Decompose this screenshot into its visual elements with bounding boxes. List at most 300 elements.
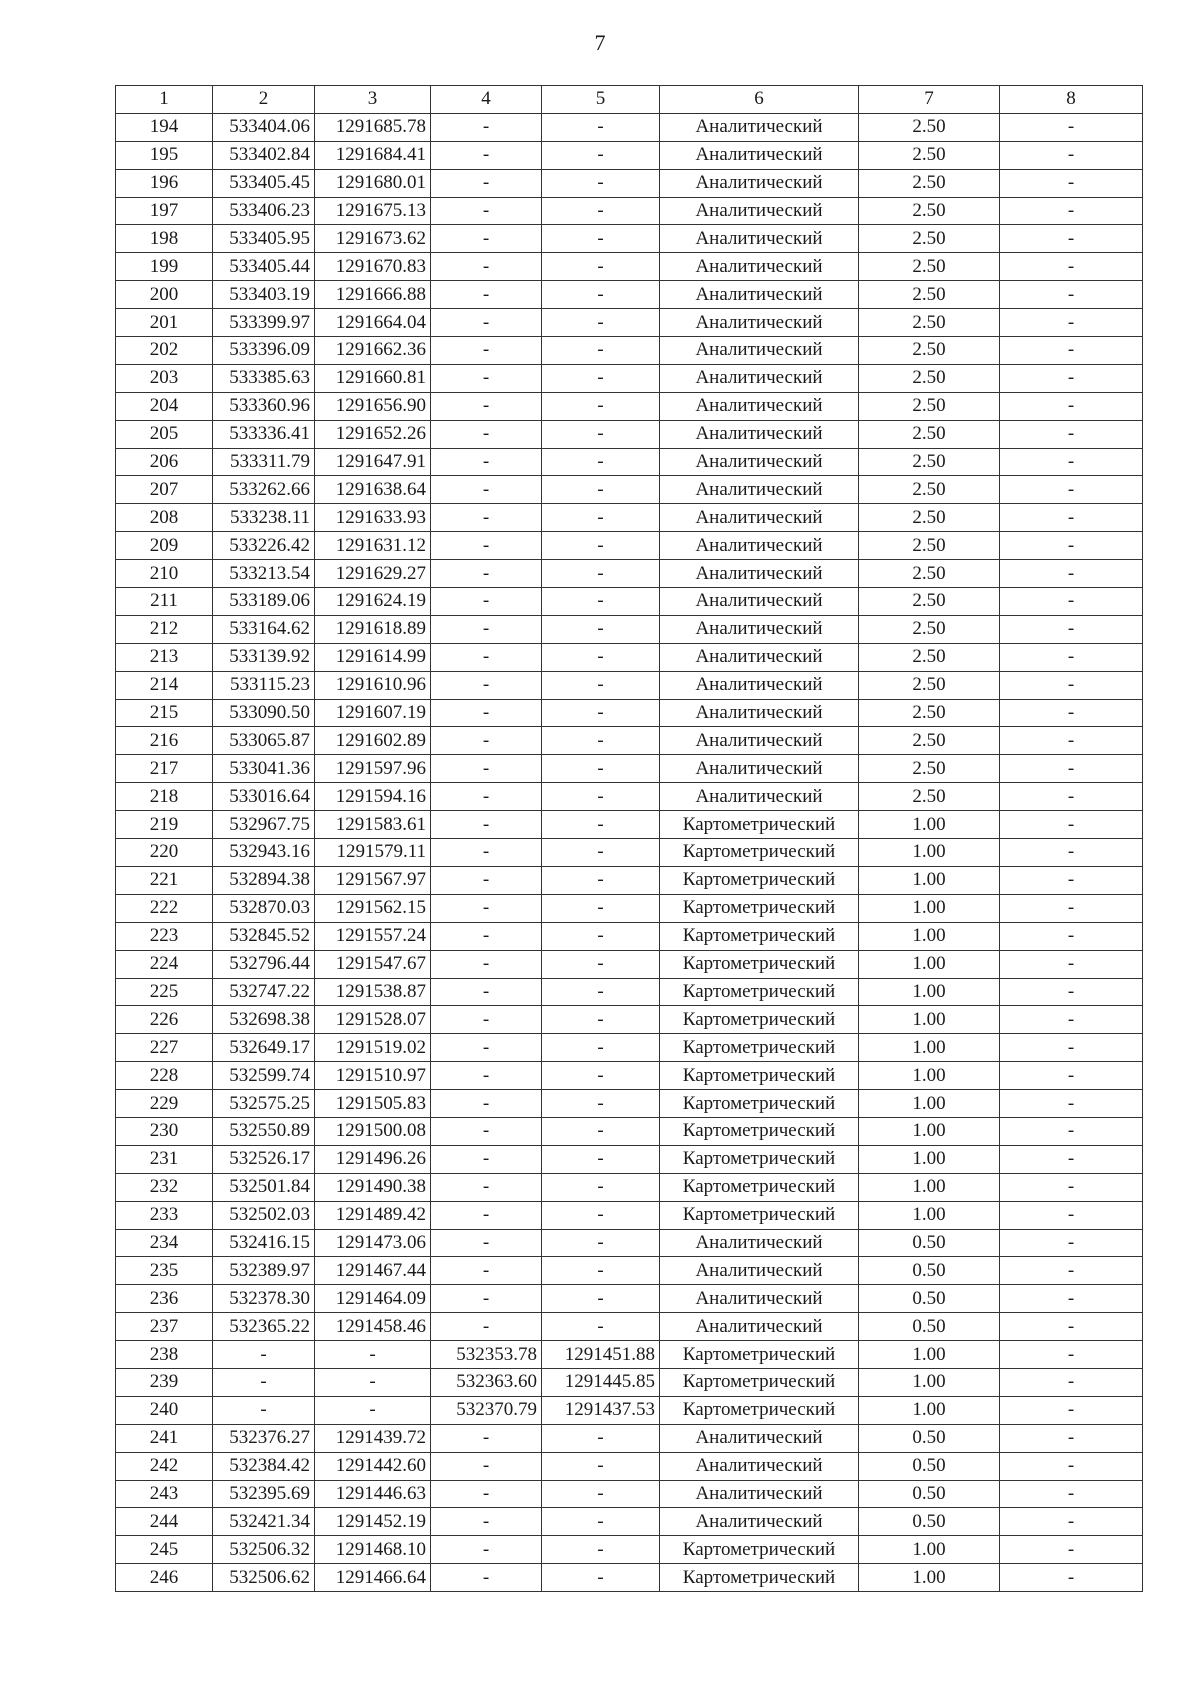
page-number: 7 <box>594 30 606 55</box>
table-cell: 1291618.89 <box>315 615 431 643</box>
table-row <box>116 1229 1143 1257</box>
table-cell: 1.00 <box>859 866 1000 894</box>
table-cell: - <box>431 1536 542 1564</box>
table-row <box>116 392 1143 420</box>
table-cell: 237 <box>116 1313 213 1341</box>
table-cell: - <box>1000 866 1143 894</box>
table-cell: 1.00 <box>859 1564 1000 1592</box>
table-cell: 234 <box>116 1229 213 1257</box>
table-cell: - <box>1000 504 1143 532</box>
table-cell: Аналитический <box>660 1257 859 1285</box>
table-cell: - <box>431 337 542 365</box>
table-cell: Аналитический <box>660 141 859 169</box>
table-cell: 2.50 <box>859 699 1000 727</box>
table-cell: 1291538.87 <box>315 978 431 1006</box>
table-cell: - <box>1000 113 1143 141</box>
table-cell: 1291547.67 <box>315 950 431 978</box>
table-cell: 1.00 <box>859 1006 1000 1034</box>
table-cell: 1291490.38 <box>315 1173 431 1201</box>
table-cell: Картометрический <box>660 1536 859 1564</box>
table-cell: - <box>213 1341 315 1369</box>
table-cell: Картометрический <box>660 866 859 894</box>
table-cell: - <box>1000 476 1143 504</box>
table-cell: 2.50 <box>859 476 1000 504</box>
table-cell: 240 <box>116 1396 213 1424</box>
table-cell: 2.50 <box>859 671 1000 699</box>
table-cell: - <box>431 253 542 281</box>
table-cell: 2.50 <box>859 253 1000 281</box>
table-row <box>116 1006 1143 1034</box>
table-cell: Аналитический <box>660 420 859 448</box>
table-row <box>116 1480 1143 1508</box>
table-cell: - <box>1000 950 1143 978</box>
table-cell: - <box>1000 560 1143 588</box>
table-cell: 213 <box>116 643 213 671</box>
table-cell: - <box>1000 1536 1143 1564</box>
table-cell: 201 <box>116 309 213 337</box>
table-cell: 1291638.64 <box>315 476 431 504</box>
table-cell: - <box>431 1034 542 1062</box>
table-cell: - <box>1000 922 1143 950</box>
table-cell: 533238.11 <box>213 504 315 532</box>
table-cell: Картометрический <box>660 978 859 1006</box>
table-cell: 0.50 <box>859 1452 1000 1480</box>
table-cell: 2.50 <box>859 504 1000 532</box>
table-cell: 1.00 <box>859 978 1000 1006</box>
table-cell: 211 <box>116 588 213 616</box>
table-cell: - <box>431 1257 542 1285</box>
table-row <box>116 1313 1143 1341</box>
table-cell: - <box>431 1090 542 1118</box>
table-cell: - <box>1000 532 1143 560</box>
table-row <box>116 811 1143 839</box>
table-cell: - <box>431 1452 542 1480</box>
table-cell: Аналитический <box>660 1229 859 1257</box>
table-cell: - <box>431 1564 542 1592</box>
table-cell: 209 <box>116 532 213 560</box>
table-cell: Аналитический <box>660 1313 859 1341</box>
table-row <box>116 476 1143 504</box>
table-cell: - <box>542 504 660 532</box>
table-cell: 533016.64 <box>213 783 315 811</box>
table-cell: Аналитический <box>660 727 859 755</box>
table-cell: Аналитический <box>660 755 859 783</box>
table-cell: 244 <box>116 1508 213 1536</box>
table-cell: Аналитический <box>660 476 859 504</box>
table-cell: 1291680.01 <box>315 169 431 197</box>
table-cell: - <box>431 1508 542 1536</box>
table-cell: - <box>1000 643 1143 671</box>
table-cell: 1291458.46 <box>315 1313 431 1341</box>
table-cell: - <box>542 755 660 783</box>
table-cell: - <box>431 950 542 978</box>
table-cell: 2.50 <box>859 588 1000 616</box>
table-cell: 1.00 <box>859 1090 1000 1118</box>
table-cell: Аналитический <box>660 448 859 476</box>
table-cell: 2.50 <box>859 783 1000 811</box>
table-cell: 238 <box>116 1341 213 1369</box>
table-cell: 532845.52 <box>213 922 315 950</box>
table-cell: 533115.23 <box>213 671 315 699</box>
table-cell: 533164.62 <box>213 615 315 643</box>
column-header: 2 <box>213 86 315 114</box>
table-cell: 1.00 <box>859 1117 1000 1145</box>
table-cell: - <box>431 1313 542 1341</box>
table-cell: 1291445.85 <box>542 1368 660 1396</box>
table-cell: - <box>315 1396 431 1424</box>
column-header: 4 <box>431 86 542 114</box>
table-row <box>116 1285 1143 1313</box>
table-cell: - <box>542 1480 660 1508</box>
table-cell: Аналитический <box>660 364 859 392</box>
table-cell: - <box>1000 1508 1143 1536</box>
table-cell: - <box>1000 1452 1143 1480</box>
table-cell: - <box>1000 448 1143 476</box>
table-cell: 214 <box>116 671 213 699</box>
table-row <box>116 197 1143 225</box>
table-cell: 203 <box>116 364 213 392</box>
table-cell: - <box>1000 253 1143 281</box>
table-cell: 1291675.13 <box>315 197 431 225</box>
table-cell: 533406.23 <box>213 197 315 225</box>
table-cell: Аналитический <box>660 615 859 643</box>
table-cell: - <box>431 420 542 448</box>
table-cell: Аналитический <box>660 504 859 532</box>
table-cell: - <box>542 225 660 253</box>
table-cell: Картометрический <box>660 950 859 978</box>
table-cell: - <box>1000 783 1143 811</box>
table-cell: 1.00 <box>859 922 1000 950</box>
table-cell: - <box>431 1173 542 1201</box>
table-row <box>116 950 1143 978</box>
table-cell: 533360.96 <box>213 392 315 420</box>
table-cell: - <box>431 1062 542 1090</box>
table-row <box>116 1062 1143 1090</box>
table-cell: 0.50 <box>859 1508 1000 1536</box>
table-cell: 1.00 <box>859 1145 1000 1173</box>
table-cell: 533213.54 <box>213 560 315 588</box>
table-row <box>116 1257 1143 1285</box>
table-cell: - <box>431 1424 542 1452</box>
table-cell: 1291594.16 <box>315 783 431 811</box>
table-cell: 1291567.97 <box>315 866 431 894</box>
table-row <box>116 1090 1143 1118</box>
table-cell: - <box>542 560 660 588</box>
table-cell: 532747.22 <box>213 978 315 1006</box>
table-cell: 2.50 <box>859 281 1000 309</box>
table-cell: - <box>1000 1285 1143 1313</box>
table-cell: 229 <box>116 1090 213 1118</box>
table-cell: - <box>1000 1564 1143 1592</box>
table-cell: - <box>315 1341 431 1369</box>
table-cell: - <box>542 476 660 504</box>
table-cell: - <box>431 588 542 616</box>
table-cell: 224 <box>116 950 213 978</box>
table-cell: - <box>1000 1229 1143 1257</box>
table-cell: - <box>431 392 542 420</box>
table-cell: 1291496.26 <box>315 1145 431 1173</box>
table-cell: - <box>1000 281 1143 309</box>
table-cell: Аналитический <box>660 588 859 616</box>
table-cell: 533402.84 <box>213 141 315 169</box>
coordinates-table <box>115 85 1143 1592</box>
table-cell: 532416.15 <box>213 1229 315 1257</box>
table-cell: - <box>1000 392 1143 420</box>
header-row <box>116 86 1143 114</box>
table-cell: 533336.41 <box>213 420 315 448</box>
table-row <box>116 1201 1143 1229</box>
table-cell: 1.00 <box>859 1201 1000 1229</box>
table-cell: Картометрический <box>660 1145 859 1173</box>
table-cell: 1291489.42 <box>315 1201 431 1229</box>
table-cell: Картометрический <box>660 1006 859 1034</box>
table-cell: 0.50 <box>859 1257 1000 1285</box>
table-cell: 1.00 <box>859 1368 1000 1396</box>
table-cell: 2.50 <box>859 309 1000 337</box>
table-cell: 1291473.06 <box>315 1229 431 1257</box>
table-cell: Аналитический <box>660 1508 859 1536</box>
table-cell: 1291452.19 <box>315 1508 431 1536</box>
table-cell: Картометрический <box>660 1117 859 1145</box>
table-row <box>116 588 1143 616</box>
table-cell: - <box>431 141 542 169</box>
table-cell: - <box>431 448 542 476</box>
table-cell: - <box>1000 1145 1143 1173</box>
table-cell: 216 <box>116 727 213 755</box>
table-cell: - <box>431 1229 542 1257</box>
table-cell: 1291631.12 <box>315 532 431 560</box>
table-cell: - <box>1000 1480 1143 1508</box>
table-cell: - <box>431 671 542 699</box>
table-cell: 2.50 <box>859 643 1000 671</box>
table-cell: Картометрический <box>660 1062 859 1090</box>
table-cell: - <box>542 839 660 867</box>
table-cell: 533262.66 <box>213 476 315 504</box>
table-cell: 1291607.19 <box>315 699 431 727</box>
table-cell: - <box>542 1424 660 1452</box>
table-row <box>116 978 1143 1006</box>
table-cell: - <box>431 364 542 392</box>
table-cell: 196 <box>116 169 213 197</box>
table-cell: 1.00 <box>859 1173 1000 1201</box>
table-cell: 208 <box>116 504 213 532</box>
table-cell: 195 <box>116 141 213 169</box>
table-cell: - <box>542 1564 660 1592</box>
table-cell: - <box>542 532 660 560</box>
table-cell: 206 <box>116 448 213 476</box>
table-row <box>116 113 1143 141</box>
table-cell: 1291562.15 <box>315 894 431 922</box>
table-cell: 532506.32 <box>213 1536 315 1564</box>
table-row <box>116 699 1143 727</box>
table-row <box>116 1341 1143 1369</box>
table-cell: - <box>431 866 542 894</box>
table-cell: 1291633.93 <box>315 504 431 532</box>
table-cell: 2.50 <box>859 615 1000 643</box>
table-cell: - <box>1000 811 1143 839</box>
table-cell: Аналитический <box>660 392 859 420</box>
table-cell: 533405.44 <box>213 253 315 281</box>
table-cell: Аналитический <box>660 113 859 141</box>
table-cell: 532370.79 <box>431 1396 542 1424</box>
table-cell: 532526.17 <box>213 1145 315 1173</box>
table-row <box>116 783 1143 811</box>
table-cell: 0.50 <box>859 1229 1000 1257</box>
table-cell: 1291685.78 <box>315 113 431 141</box>
table-row <box>116 225 1143 253</box>
table-cell: - <box>431 281 542 309</box>
table-cell: - <box>542 699 660 727</box>
table-cell: 1291579.11 <box>315 839 431 867</box>
table-cell: Картометрический <box>660 1564 859 1592</box>
table-cell: 1291662.36 <box>315 337 431 365</box>
table-cell: 1291652.26 <box>315 420 431 448</box>
table-cell: 245 <box>116 1536 213 1564</box>
table-cell: - <box>1000 225 1143 253</box>
table-cell: - <box>213 1368 315 1396</box>
table-cell: 532870.03 <box>213 894 315 922</box>
table-cell: 1291439.72 <box>315 1424 431 1452</box>
table-cell: - <box>431 755 542 783</box>
table-cell: Аналитический <box>660 783 859 811</box>
table-cell: 1291614.99 <box>315 643 431 671</box>
table-cell: - <box>431 811 542 839</box>
table-cell: 0.50 <box>859 1424 1000 1452</box>
table-cell: Аналитический <box>660 532 859 560</box>
table-cell: - <box>1000 420 1143 448</box>
table-cell: Картометрический <box>660 1368 859 1396</box>
table-cell: 204 <box>116 392 213 420</box>
table-cell: 533403.19 <box>213 281 315 309</box>
table-cell: - <box>1000 141 1143 169</box>
table-cell: - <box>542 922 660 950</box>
table-cell: 225 <box>116 978 213 1006</box>
table-cell: 533065.87 <box>213 727 315 755</box>
table-cell: 532502.03 <box>213 1201 315 1229</box>
table-cell: 2.50 <box>859 225 1000 253</box>
table-cell: 1291467.44 <box>315 1257 431 1285</box>
table-cell: - <box>431 978 542 1006</box>
table-cell: 533405.95 <box>213 225 315 253</box>
table-cell: - <box>542 1229 660 1257</box>
table-cell: 532649.17 <box>213 1034 315 1062</box>
table-cell: 1291647.91 <box>315 448 431 476</box>
table-cell: - <box>1000 197 1143 225</box>
table-cell: 198 <box>116 225 213 253</box>
table-cell: 533041.36 <box>213 755 315 783</box>
table-cell: 2.50 <box>859 392 1000 420</box>
table-cell: - <box>542 281 660 309</box>
table-cell: 1.00 <box>859 811 1000 839</box>
table-cell: Аналитический <box>660 1480 859 1508</box>
table-cell: - <box>431 113 542 141</box>
table-cell: - <box>542 978 660 1006</box>
table-cell: - <box>431 922 542 950</box>
table-cell: 1.00 <box>859 839 1000 867</box>
table-cell: Картометрический <box>660 811 859 839</box>
table-cell: Картометрический <box>660 839 859 867</box>
table-row <box>116 643 1143 671</box>
table-cell: - <box>542 197 660 225</box>
table-cell: 532395.69 <box>213 1480 315 1508</box>
table-cell: 239 <box>116 1368 213 1396</box>
table-cell: 246 <box>116 1564 213 1592</box>
table-cell: - <box>431 225 542 253</box>
table-cell: - <box>1000 1396 1143 1424</box>
table-cell: 217 <box>116 755 213 783</box>
table-cell: 2.50 <box>859 755 1000 783</box>
table-cell: 1.00 <box>859 1396 1000 1424</box>
table-cell: - <box>1000 1090 1143 1118</box>
table-cell: 532698.38 <box>213 1006 315 1034</box>
table-cell: 228 <box>116 1062 213 1090</box>
table-row <box>116 337 1143 365</box>
table-row <box>116 839 1143 867</box>
table-row <box>116 532 1143 560</box>
table-cell: - <box>1000 1201 1143 1229</box>
table-cell: - <box>1000 894 1143 922</box>
table-row <box>116 504 1143 532</box>
table-cell: 532943.16 <box>213 839 315 867</box>
table-cell: 236 <box>116 1285 213 1313</box>
table-cell: - <box>431 309 542 337</box>
table-cell: - <box>1000 1368 1143 1396</box>
table-cell: - <box>431 532 542 560</box>
table-cell: - <box>431 476 542 504</box>
table-row <box>116 755 1143 783</box>
table-cell: 2.50 <box>859 364 1000 392</box>
table-cell: 533404.06 <box>213 113 315 141</box>
column-header: 3 <box>315 86 431 114</box>
table-cell: 215 <box>116 699 213 727</box>
table-cell: 1291442.60 <box>315 1452 431 1480</box>
table-row <box>116 922 1143 950</box>
table-cell: 235 <box>116 1257 213 1285</box>
table-cell: 242 <box>116 1452 213 1480</box>
table-cell: 1.00 <box>859 950 1000 978</box>
table-row <box>116 1396 1143 1424</box>
table-cell: 532506.62 <box>213 1564 315 1592</box>
table-row <box>116 866 1143 894</box>
table-cell: 220 <box>116 839 213 867</box>
table-cell: 1291519.02 <box>315 1034 431 1062</box>
table-cell: 218 <box>116 783 213 811</box>
table-cell: - <box>542 1062 660 1090</box>
table-cell: 1291673.62 <box>315 225 431 253</box>
table-row <box>116 253 1143 281</box>
table-cell: - <box>1000 1424 1143 1452</box>
table-cell: 230 <box>116 1117 213 1145</box>
table-cell: 210 <box>116 560 213 588</box>
table-cell: 1291660.81 <box>315 364 431 392</box>
table-cell: 2.50 <box>859 113 1000 141</box>
table-cell: 1291629.27 <box>315 560 431 588</box>
table-cell: 232 <box>116 1173 213 1201</box>
table-cell: 532550.89 <box>213 1117 315 1145</box>
table-cell: - <box>1000 1062 1143 1090</box>
table-cell: Аналитический <box>660 560 859 588</box>
table-cell: 532599.74 <box>213 1062 315 1090</box>
table-cell: 199 <box>116 253 213 281</box>
table-cell: 532376.27 <box>213 1424 315 1452</box>
table-cell: - <box>542 420 660 448</box>
table-cell: 2.50 <box>859 420 1000 448</box>
table-cell: - <box>431 504 542 532</box>
table-cell: 221 <box>116 866 213 894</box>
table-cell: Картометрический <box>660 1090 859 1118</box>
table-cell: Аналитический <box>660 197 859 225</box>
table-cell: 532501.84 <box>213 1173 315 1201</box>
